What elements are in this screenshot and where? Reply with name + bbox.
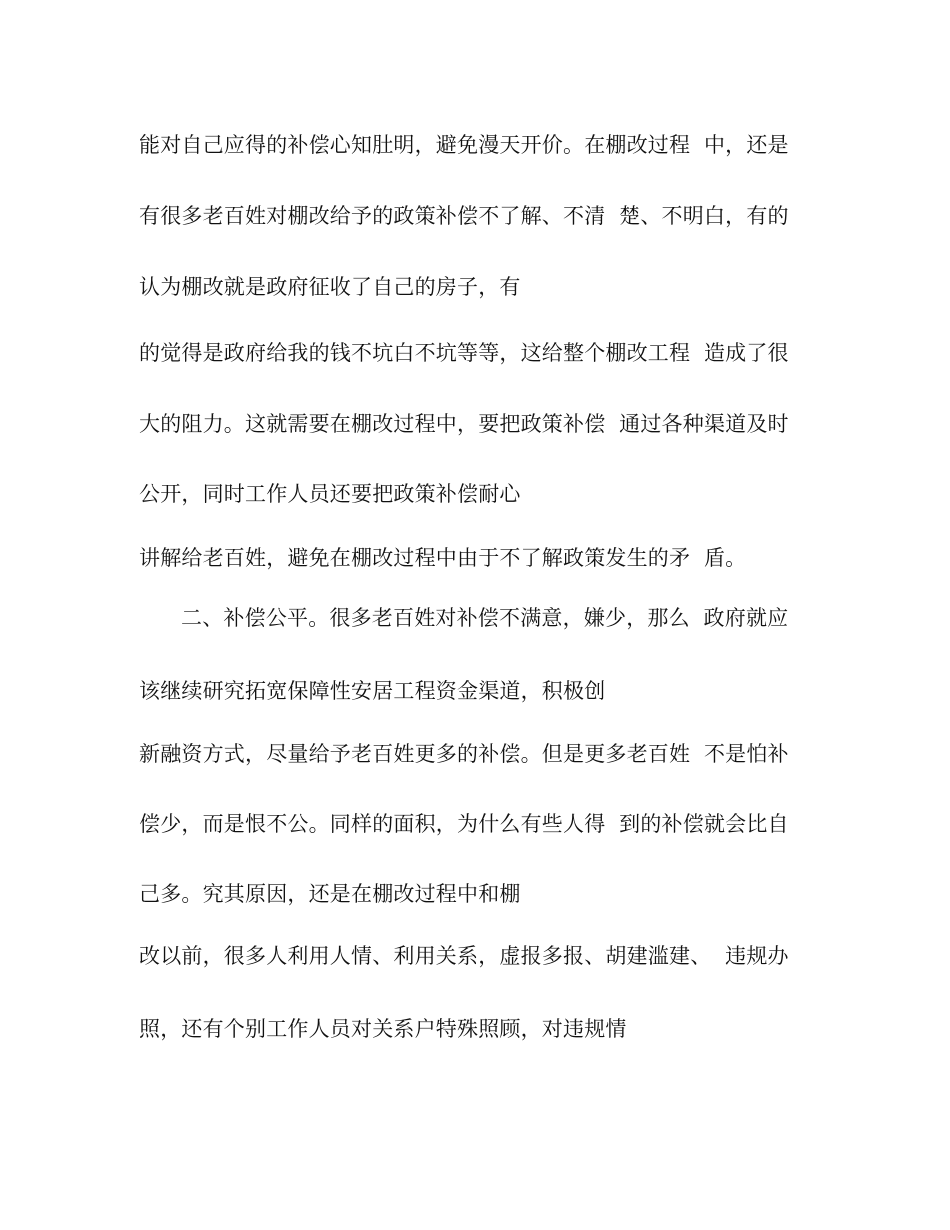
text-line: 讲解给老百姓，避免在棚改过程中由于不了解政策发生的矛 盾。 <box>139 546 747 570</box>
text-line: 偿少，而是恨不公。同样的面积，为什么有些人得 到的补偿就会比自 <box>139 812 789 836</box>
text-line: 的觉得是政府给我的钱不坑白不坑等等，这给整个棚改工程 造成了很 <box>139 341 789 365</box>
text-line: 大的阻力。这就需要在棚改过程中，要把政策补偿 通过各种渠道及时 <box>139 412 789 436</box>
text-line: 有很多老百姓对棚改给予的政策补偿不了解、不清 楚、不明白，有的 <box>139 204 789 228</box>
text-line: 新融资方式，尽量给予老百姓更多的补偿。但是更多老百姓 不是怕补 <box>139 742 789 766</box>
text-line: 改以前，很多人利用人情、利用关系，虚报多报、胡建滥建、 违规办 <box>139 944 789 968</box>
paragraph-start-line: 二、补偿公平。很多老百姓对补偿不满意，嫌少，那么 政府就应 <box>181 606 789 630</box>
text-line: 能对自己应得的补偿心知肚明，避免漫天开价。在棚改过程 中，还是 <box>139 133 789 157</box>
text-line: 己多。究其原因，还是在棚改过程中和棚 <box>139 882 521 906</box>
text-line: 该继续研究拓宽保障性安居工程资金渠道，积极创 <box>139 679 606 703</box>
text-line: 认为棚改就是政府征收了自己的房子，有 <box>139 275 521 299</box>
text-line: 照，还有个别工作人员对关系户特殊照顾，对违规情 <box>139 1017 627 1041</box>
text-line: 公开，同时工作人员还要把政策补偿耐心 <box>139 482 521 506</box>
